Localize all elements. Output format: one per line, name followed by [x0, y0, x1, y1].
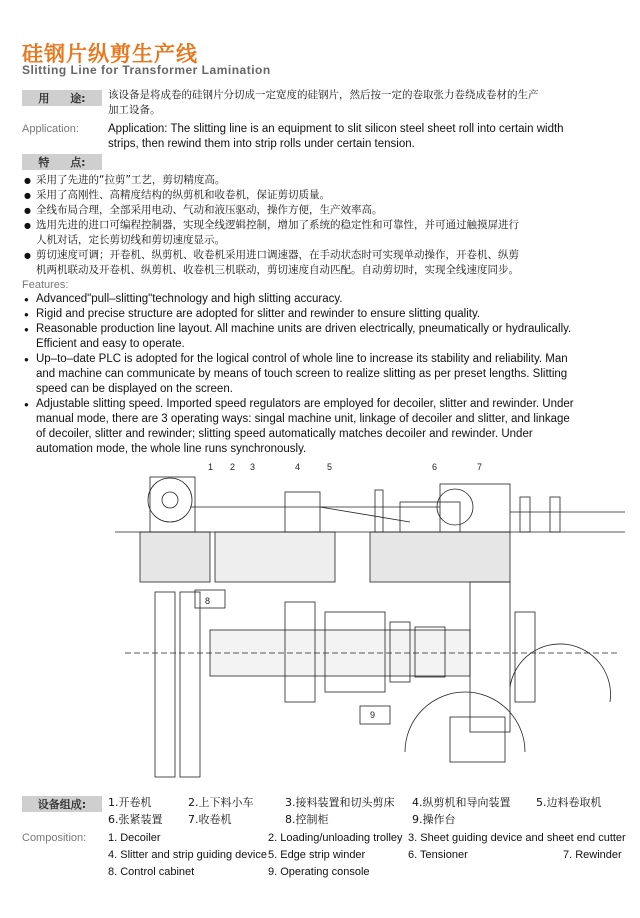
composition-item-en: 4. Slitter and strip guiding device: [108, 849, 267, 861]
composition-item-cn: 4.纵剪机和导向装置: [412, 796, 511, 809]
composition-item-cn: 7.收卷机: [188, 813, 232, 826]
composition-item-cn: 9.操作台: [412, 813, 456, 826]
feature-item-en-cont: manual mode, there are 3 operating ways: singal machine unit, linkage of decoiler and slitter, and linkage: [36, 413, 570, 425]
feature-item-cn-cont: 人机对话，定长剪切线和剪切速度显示。: [36, 234, 225, 246]
callout-label: 6: [432, 462, 438, 472]
feature-item-en-cont: automation mode, the whole line runs synchronously.: [36, 443, 307, 455]
callout-label: 1: [208, 462, 214, 472]
callout-label: 8: [205, 596, 211, 606]
feature-item-en-cont: and machine can communicate by means of touch screen to realize slitting as per preset lengths. Slitting: [36, 368, 568, 380]
composition-item-cn: 5.边料卷取机: [536, 796, 602, 809]
feature-item-cn: ● 全线布局合理，全部采用电动、气动和液压驱动，操作方便，生产效率高。: [24, 203, 624, 218]
composition-item-cn: 2.上下料小车: [188, 796, 254, 809]
feature-item-en: ● Up–to–date PLC is adopted for the logical control of whole line to increase its stability and reliability. Man: [24, 352, 634, 367]
purpose-text-en: [108, 122, 564, 152]
callout-label: 9: [370, 710, 376, 720]
plan-decoiler-track: [180, 592, 200, 777]
slitter-head: [285, 492, 320, 532]
callout-label: 4: [295, 462, 301, 472]
purpose-label-en: Application:: [22, 123, 79, 135]
support-column: [550, 497, 560, 532]
rewinder-drum: [437, 489, 473, 525]
decoiler-frame: [150, 477, 195, 532]
feature-item-en-cont: of decoiler, slitter and rewinder; slitting speed automatically matches decoiler and rewinder. Under: [36, 428, 533, 440]
composition-label-cn: 设备组成:: [22, 796, 102, 812]
feature-item-en: ● Adjustable slitting speed. Imported speed regulators are employed for decoiler, slitter and rewinder. Under: [24, 397, 634, 412]
foundation-pit-left: [140, 532, 210, 582]
feature-item-cn-cont: 机两机联动及开卷机、纵剪机、收卷机三机联动，剪切速度自动匹配。自动剪切时，实现全线速度同步。: [36, 264, 519, 276]
composition-item-en: 5. Edge strip winder: [268, 849, 366, 861]
purpose-label-cn-1: 用: [38, 92, 50, 105]
tensioner-unit: [400, 502, 460, 532]
features-label-cn-2: 点:: [70, 156, 86, 169]
composition-item-cn: 8.控制柜: [285, 813, 329, 826]
feature-item-en: ● Advanced"pull–slitting"technology and high slitting accuracy.: [24, 292, 634, 307]
composition-item-cn: 6.张紧装置: [108, 813, 163, 826]
composition-label-en: Composition:: [22, 832, 87, 844]
feature-item-cn: ● 采用了先进的“拉剪”工艺，剪切精度高。: [24, 173, 624, 188]
feature-item-en-cont: speed can be displayed on the screen.: [36, 383, 233, 395]
purpose-text-cn-line: 该设备是将成卷的硅钢片分切成一定宽度的硅钢片，然后按一定的卷取张力卷绕成卷材的生产: [108, 89, 539, 101]
purpose-text-en-line: Application: The slitting line is an equipment to slit silicon steel sheet roll into certain width: [108, 123, 564, 135]
plan-swing-arc: [405, 692, 525, 752]
composition-list-cn: [0, 795, 640, 829]
features-list-en: [24, 292, 634, 457]
feature-item-en: ● Rigid and precise structure are adopted for slitter and rewinder to ensure slitting quality.: [24, 307, 634, 322]
purpose-text-cn: [108, 88, 539, 118]
features-label-cn-1: 特: [38, 156, 50, 169]
foundation-pit-mid: [215, 532, 335, 582]
purpose-label-cn-2: 途:: [70, 92, 86, 105]
composition-item-cn: 1.开卷机: [108, 796, 152, 809]
composition-item-en: 9. Operating console: [268, 866, 370, 878]
decoiler-hub: [162, 492, 178, 508]
composition-list-en: [0, 831, 640, 883]
callout-label: 2: [230, 462, 236, 472]
features-label-en: Features:: [22, 279, 69, 291]
composition-item-en: 2. Loading/unloading trolley: [268, 832, 403, 844]
callout-label: 7: [477, 462, 483, 472]
page-title-cn: 硅钢片纵剪生产线: [22, 42, 198, 66]
feature-item-en: ● Reasonable production line layout. All machine units are driven electrically, pneumatically or hydraulically.: [24, 322, 634, 337]
feature-item-cn: ● 采用了高刚性、高精度结构的纵剪机和收卷机，保证剪切质量。: [24, 188, 624, 203]
composition-item-en: 3. Sheet guiding device and sheet end cutter: [408, 832, 626, 844]
support-column: [520, 497, 530, 532]
page-title-en: Slitting Line for Transformer Lamination: [22, 63, 271, 77]
support-column: [375, 490, 383, 532]
features-list-cn: [24, 173, 624, 278]
plan-rewinder-block: [470, 582, 510, 732]
foundation-pit-right: [370, 532, 510, 582]
composition-item-en: 8. Control cabinet: [108, 866, 195, 878]
purpose-text-en-line: strips, then rewind them into strip rolls under certain tension.: [108, 138, 415, 150]
composition-item-en: 7. Rewinder: [563, 849, 622, 861]
plan-decoiler-track: [155, 592, 175, 777]
strip-path: [320, 507, 410, 522]
callout-label: 3: [250, 462, 256, 472]
feature-item-en-cont: Efficient and easy to operate.: [36, 338, 185, 350]
slitting-line-drawing: [110, 462, 630, 780]
composition-item-en: 1. Decoiler: [108, 832, 161, 844]
plan-rewinder-block: [515, 612, 535, 702]
composition-item-cn: 3.接料装置和切头剪床: [285, 796, 395, 809]
feature-item-cn: ● 剪切速度可调；开卷机、纵剪机、收卷机采用进口调速器，在手动状态时可实现单动操作，开卷机、纵剪: [24, 248, 624, 263]
plan-rewinder-base: [450, 717, 505, 762]
decoiler-drum: [148, 478, 192, 522]
feature-item-cn: ● 选用先进的进口可编程控制器，实现全线逻辑控制，增加了系统的稳定性和可靠性，并可通过触摸屏进行: [24, 218, 624, 233]
composition-item-en: 6. Tensioner: [408, 849, 468, 861]
callout-label: 5: [327, 462, 333, 472]
purpose-text-cn-line: 加工设备。: [108, 104, 161, 116]
purpose-label-cn: [22, 90, 102, 106]
features-label-cn: [22, 154, 102, 170]
